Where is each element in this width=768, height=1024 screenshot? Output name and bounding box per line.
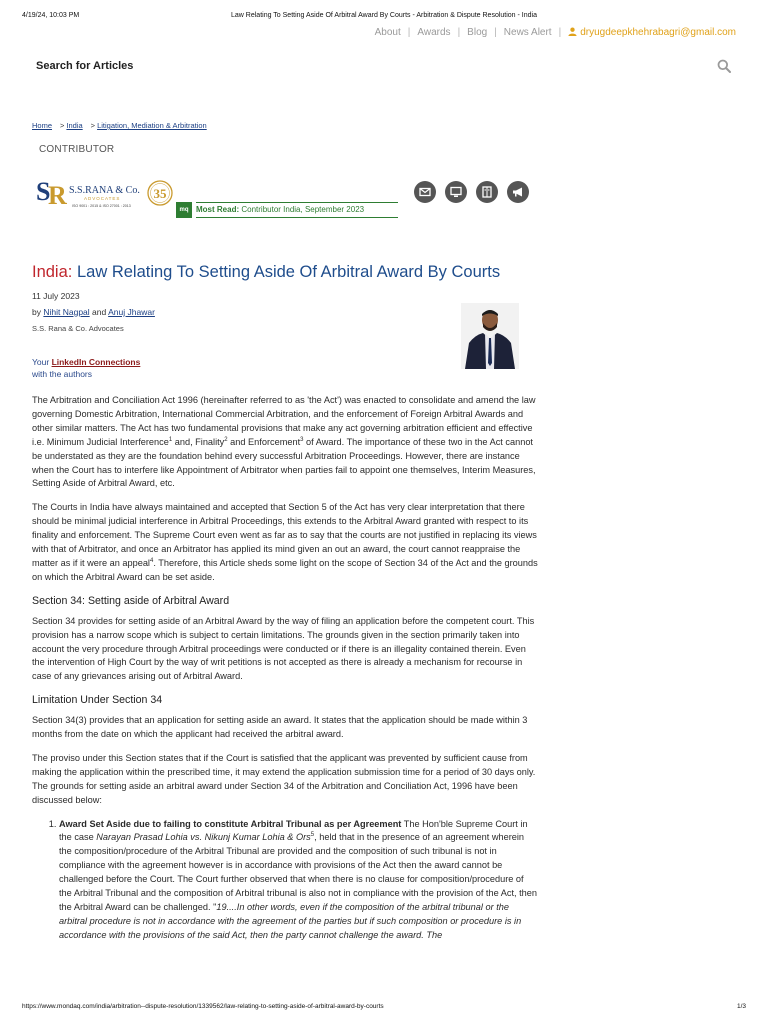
list-item: 1. Award Set Aside due to failing to constitute Arbitral Tribunal as per Agreement The Hon'ble Supreme Court in the case Narayan Prasad Lohia vs. Nikunj Kumar Lohia & Ors$^5$, held that in the presence of an agreement wherein the composition/procedure of the Arbitral Tribunal are provided and the composition of such tribunal is not in compliance with the agreement however is in accordance with provisions of the Act then the award cannot be challenged before the Court. The Court further observed that when there is no clause for composition/procedure of the Arbitral Tribunal and the composition of Arbitral tribunal is also not in compliance with the provision of the Act, then the Arbitral Award can be challenged. "19....In other words, even if the composition of the arbitral tribunal or the arbitral procedure is not in accordance with the agreement of the parties but if such composition or procedure is in accordance with the provisions of the said Act, then the party cannot challenge the award. The — [59, 818, 538, 943]
article-byline — [32, 307, 155, 317]
print-url: https://www.mondaq.com/india/arbitration--dispute-resolution/1339562/law-relating-to-setting-aside-of-arbitral-award-by-courts — [22, 1003, 384, 1010]
divider — [196, 217, 398, 218]
monitor-icon[interactable] — [445, 181, 467, 203]
section-heading: Section 34: Setting aside of Arbitral Award — [32, 594, 230, 607]
paragraph: Section 34(3) provides that an application for setting aside an award. It states that the application should be made within 3 months from the date on which the applicant had received the arbitral award. — [32, 715, 528, 740]
breadcrumb — [32, 121, 207, 130]
nav-separator: | — [558, 27, 562, 38]
nav-awards[interactable]: Awards — [417, 27, 451, 38]
svg-text:R: R — [48, 181, 67, 210]
author-link-1[interactable]: Nihit Nagpal — [43, 307, 90, 317]
author-photo — [461, 303, 519, 369]
print-header — [22, 12, 746, 24]
search-icon[interactable] — [717, 59, 731, 73]
article-title — [32, 263, 500, 282]
logo-tagline: ADVOCATES — [84, 196, 121, 201]
nav-separator: | — [494, 27, 497, 38]
logo-name: S.S.RANA & Co. — [69, 185, 140, 196]
linkedin-suffix: with the authors — [32, 369, 93, 379]
mondaq-icon: mq — [176, 202, 192, 218]
author-link-2[interactable]: Anuj Jhawar — [108, 307, 155, 317]
email-icon[interactable] — [414, 181, 436, 203]
footnote-link[interactable]: 2 — [224, 436, 228, 443]
section-heading: Limitation Under Section 34 — [32, 694, 163, 707]
grounds-list — [59, 818, 538, 943]
byline-and: and — [92, 307, 107, 317]
book-icon[interactable] — [476, 181, 498, 203]
user-account-link[interactable] — [568, 27, 736, 38]
contributor-label: CONTRIBUTOR — [39, 144, 115, 155]
user-icon — [568, 27, 577, 36]
user-email: dryugdeepkhehrabagri@gmail.com — [580, 27, 736, 38]
breadcrumb-separator: > — [60, 121, 65, 130]
article-date: 11 July 2023 — [32, 291, 80, 301]
article-title-text: Law Relating To Setting Aside Of Arbitral Award By Courts — [76, 263, 501, 281]
breadcrumb-india[interactable]: India — [66, 121, 83, 130]
print-page-title: Law Relating To Setting Aside Of Arbitral Award By Courts - Arbitration & Dispute Resolution - India — [231, 12, 537, 19]
logo-badge: 35 — [153, 186, 167, 201]
footnote-link[interactable]: 1 — [168, 436, 173, 443]
linkedin-connections — [32, 356, 140, 380]
paragraph: Section 34 provides for setting aside of an Arbitral Award by the way of filing an application before the competent court. This provision has a narrow scope which is subject to certain limitations. The grounds given in the section primarily taken into account the very procedure through Arbitral proceedings were conducted or if there is an illegality contained therein. Even the intervention of High Court by the way of writ petitions is not accepted as there is already a mechanism for recourse in case of any grievances arising out of Arbitral Award. — [32, 615, 535, 682]
svg-text:S: S — [36, 177, 51, 206]
footnote-link[interactable]: 5 — [310, 832, 315, 839]
paragraph: The Arbitration and Conciliation Act 1996 (hereinafter referred to as 'the Act') was enacted to consolidate and amend the law governing Domestic Arbitration, International Commercial Arbitration, and the enforcement of Foreign Arbitral Awards and other similar matters. The Act has two fundamental provisions that make any act governing arbitration efficient and effective i.e. Minimum Judicial Interference$^1$ and, Finality$^2$ and Enforcement$^3$ of Award. The importance of these two in the Act cannot be understated as they are the foundation behind every successful Arbitration Proceedings. However, there are instance when the Court has to interfere like Appointment of Arbitrator when parties fail to appoint one themselves, Interim Measures, Setting Aside of Arbitral Award, etc. — [32, 395, 536, 489]
nav-about[interactable]: About — [374, 27, 401, 38]
linkedin-prefix: Your — [32, 357, 50, 367]
top-nav — [375, 27, 736, 38]
byline-prefix: by — [32, 307, 41, 317]
most-read-text — [196, 205, 364, 214]
breadcrumb-separator: > — [90, 121, 96, 130]
firm-name[interactable]: S.S. Rana & Co. Advocates — [32, 324, 124, 333]
most-read-label: Most Read: — [196, 205, 240, 214]
nav-separator: | — [407, 27, 411, 38]
paragraph: The Courts in India have always maintained and accepted that Section 5 of the Act has very clear interpretation that there should be minimal judicial interference in Arbitral Proceedings, this extends to the Arbitral Award granted with respect to its finality and enforcement. The Supreme Court even went as far as to say that the courts are not justified in replacing its views with that of Arbitrator, and once an Arbitrator has applied its mind given an out an award, the court cannot reappraise the matter as if it were an appeal$^4$. Therefore, this Article sheds some light on the scope of Section 34 of the Act and the grounds on which the Arbitral Award can be set aside. — [32, 502, 538, 582]
megaphone-icon[interactable] — [507, 181, 529, 203]
nav-blog[interactable]: Blog — [467, 27, 488, 38]
print-timestamp: 4/19/24, 10:03 PM — [22, 12, 80, 19]
nav-separator: | — [457, 27, 461, 38]
breadcrumb-home[interactable]: Home — [32, 121, 53, 130]
divider — [196, 202, 398, 203]
footnote-link[interactable]: 3 — [300, 436, 304, 443]
footnote-link[interactable]: 4 — [149, 557, 154, 564]
search-input[interactable]: Search for Articles — [36, 60, 134, 72]
breadcrumb-category[interactable]: Litigation, Mediation & Arbitration — [97, 121, 207, 130]
linkedin-link[interactable]: LinkedIn Connections — [51, 357, 141, 367]
article-country[interactable]: India: — [32, 263, 73, 281]
most-read-link[interactable]: Contributor India, September 2023 — [241, 205, 365, 214]
article-body — [32, 394, 538, 943]
most-read-banner[interactable] — [176, 200, 398, 219]
nav-news-alert[interactable]: News Alert — [503, 27, 552, 38]
firm-logo[interactable] — [36, 175, 176, 211]
paragraph: The proviso under this Section states that if the Court is satisfied that the applicant was prevented by sufficient cause from making the application within the prescribed time, it may extend the application submission time for a period of 30 days only. The grounds for setting aside an arbitral award under Section 34 of the Arbitration and Conciliation Act, 1996 have been discussed below: — [32, 752, 536, 805]
logo-iso: ISO 9001 : 2015 & ISO 27001 : 2013 — [72, 204, 131, 208]
page-number: 1/3 — [736, 1003, 746, 1010]
